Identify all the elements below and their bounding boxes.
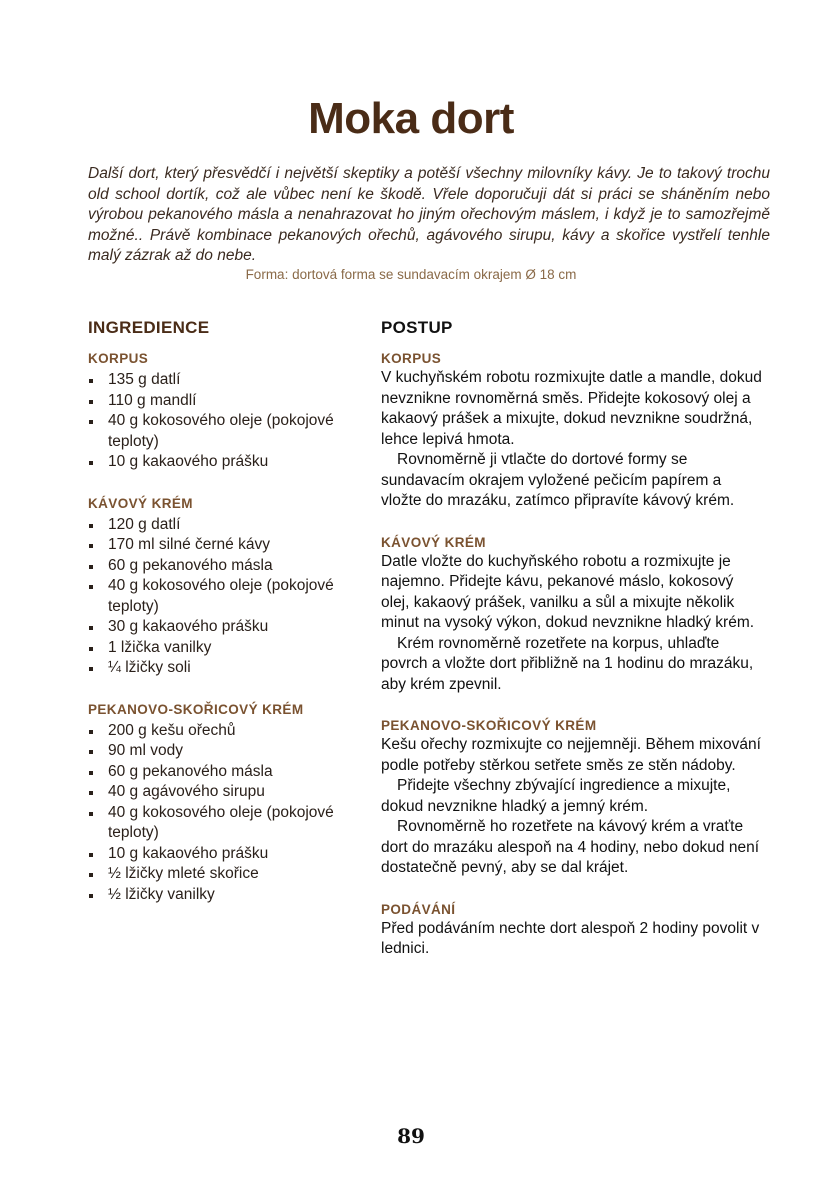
ingredients-column: [88, 318, 348, 927]
list-item: 40 g kokosového oleje (pokojové teploty): [88, 803, 348, 844]
method-korpus: [381, 350, 766, 512]
list-item: 120 g datlí: [88, 515, 348, 536]
method-korpus-title: KORPUS: [381, 351, 442, 366]
list-item: 10 g kakaového prášku: [88, 452, 348, 473]
method-podavani-title: PODÁVÁNÍ: [381, 901, 456, 917]
page-number: 89: [397, 1124, 425, 1148]
list-item: 90 ml vody: [88, 741, 348, 762]
method-heading: POSTUP: [381, 318, 453, 337]
method-kavovy-title: KÁVOVÝ KRÉM: [381, 534, 486, 550]
list-item: ¼ lžičky soli: [88, 658, 348, 679]
list-item: 60 g pekanového másla: [88, 762, 348, 783]
form-line: Forma: dortová forma se sundavacím okrajem Ø 18 cm: [245, 267, 577, 282]
list-item: ½ lžičky vanilky: [88, 885, 348, 906]
list-item: 40 g agávového sirupu: [88, 782, 348, 803]
page-title: Moka dort: [308, 94, 514, 143]
list-item: 110 g mandlí: [88, 391, 348, 412]
ingredients-heading: INGREDIENCE: [88, 318, 210, 337]
ingredients-kavovy-title: KÁVOVÝ KRÉM: [88, 495, 193, 511]
list-item: 200 g kešu ořechů: [88, 721, 348, 742]
method-pekan: [381, 717, 766, 879]
ingredients-pekan-list: [88, 721, 348, 906]
method-paragraph: Před podáváním nechte dort alespoň 2 hodiny povolit v lednici.: [381, 919, 760, 957]
method-paragraph: Datle vložte do kuchyňského robotu a rozmixujte je najemno. Přidejte kávu, pekanové máslo, kokosový olej, kakaový prášek, vanilku a sůl a mixujte několik minut na vysoký výkon, dokud nevznikne hladký krém.: [381, 552, 755, 631]
list-item: 10 g kakaového prášku: [88, 844, 348, 865]
method-paragraph: Kešu ořechy rozmixujte co nejjemněji. Během mixování podle potřeby stěrkou setřete směs ze stěn nádoby.: [381, 736, 761, 774]
ingredients-korpus-list: [88, 370, 348, 473]
intro-paragraph: [88, 164, 770, 267]
list-item: 40 g kokosového oleje (pokojové teploty): [88, 576, 348, 617]
list-item: 1 lžička vanilky: [88, 638, 348, 659]
method-paragraph: Přidejte všechny zbývající ingredience a mixujte, dokud nevznikne hladký a jemný krém.: [381, 777, 731, 815]
method-paragraph: V kuchyňském robotu rozmixujte datle a mandle, dokud nevznikne rovnoměrná směs. Přidejte kokosový olej a kakaový prášek a mixujte, dokud nevznikne soudržná, lehce lepivá hmota.: [381, 369, 762, 448]
method-kavovy: [381, 534, 766, 696]
method-pekan-title: PEKANOVO-SKOŘICOVÝ KRÉM: [381, 718, 597, 733]
list-item: 135 g datlí: [88, 370, 348, 391]
list-item: 30 g kakaového prášku: [88, 617, 348, 638]
method-paragraph: Rovnoměrně ho rozetřete na kávový krém a vraťte dort do mrazáku alespoň na 4 hodiny, nebo dokud není dostatečně pevný, aby se dal krájet.: [381, 818, 760, 876]
intro-text: Další dort, který přesvědčí i největší skeptiky a potěší všechny milovníky kávy. Je to takový trochu old school dortík, což ale vůbec není ke škodě. Vřele doporučuji dát si práci se sháněním nebo výrobou pekanového másla a nenahrazovat ho jiným ořechovým máslem, i když je to samozřejmě možné.. Právě kombinace pekanových ořechů, agávového sirupu, kávy a skořice vystřelí tenhle malý zázrak až do nebe.: [88, 165, 770, 265]
method-paragraph: Krém rovnoměrně rozetřete na korpus, uhlaďte povrch a vložte dort přibližně na 1 hodinu do mrazáku, aby krém zpevnil.: [381, 634, 754, 693]
list-item: ½ lžičky mleté skořice: [88, 864, 348, 885]
ingredients-korpus-title: KORPUS: [88, 351, 149, 366]
ingredients-kavovy-list: [88, 515, 348, 679]
list-item: 170 ml silné černé kávy: [88, 535, 348, 556]
list-item: 40 g kokosového oleje (pokojové teploty): [88, 411, 348, 452]
method-column: [381, 318, 766, 982]
method-paragraph: Rovnoměrně ji vtlačte do dortové formy se sundavacím okrajem vyložené pečicím papírem a vložte do mrazáku, zatímco připravíte kávový krém.: [381, 451, 735, 509]
ingredients-pekan-title: PEKANOVO-SKOŘICOVÝ KRÉM: [88, 701, 304, 717]
method-podavani: [381, 901, 766, 960]
list-item: 60 g pekanového másla: [88, 556, 348, 577]
